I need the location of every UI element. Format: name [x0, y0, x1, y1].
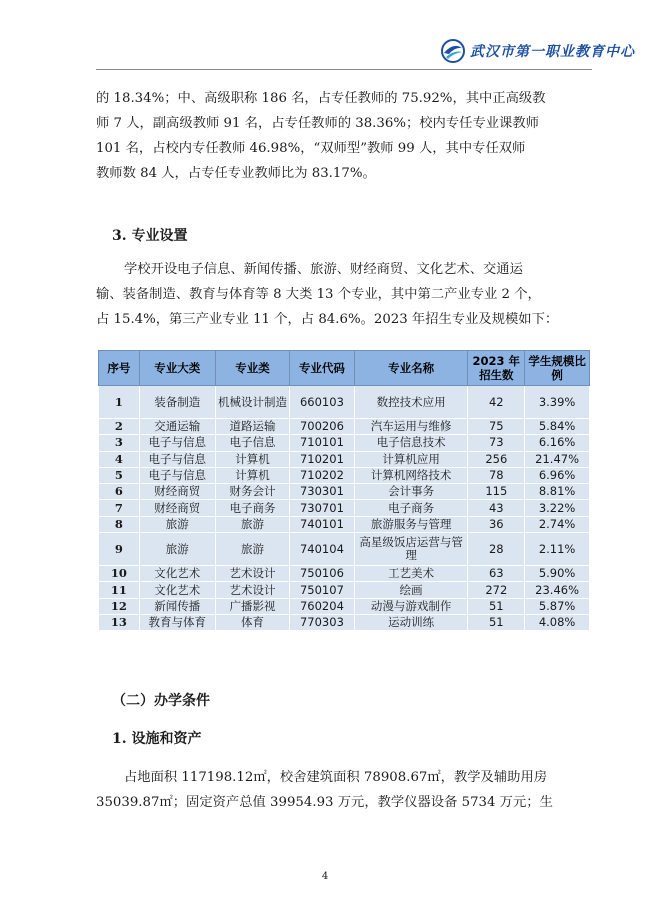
table-row: [99, 614, 590, 630]
table-cell: 2: [99, 419, 140, 435]
table-cell: 电子商务: [354, 500, 468, 516]
table-cell: 730701: [290, 500, 355, 516]
table-cell: 78: [468, 467, 525, 483]
page-header: [0, 0, 650, 80]
table-cell: 6.16%: [525, 435, 590, 451]
col-header: 2023 年招生数: [468, 351, 525, 386]
table-cell: 12: [99, 598, 140, 614]
table-cell: 计算机: [215, 451, 289, 467]
table-cell: 1: [99, 386, 140, 419]
table-cell: 8.81%: [525, 484, 590, 500]
text-line: 占 15.4%，第三产业专业 11 个，占 84.6%。2023 年招生专业及规模如下：: [96, 312, 559, 327]
table-cell: 740104: [290, 533, 355, 566]
table-cell: 财务会计: [215, 484, 289, 500]
table-cell: 51: [468, 598, 525, 614]
table-cell: 2.74%: [525, 516, 590, 532]
table-cell: 272: [468, 582, 525, 598]
school-emblem-icon: [440, 38, 466, 64]
table-cell: 电子与信息: [139, 451, 215, 467]
table-cell: 51: [468, 614, 525, 630]
table-cell: 3: [99, 435, 140, 451]
table-cell: 机械设计制造: [215, 386, 289, 419]
table-cell: 21.47%: [525, 451, 590, 467]
table-cell: 旅游: [139, 533, 215, 566]
table-row: [99, 451, 590, 467]
table-cell: 教育与体育: [139, 614, 215, 630]
table-cell: 4: [99, 451, 140, 467]
table-cell: 7: [99, 500, 140, 516]
table-cell: 36: [468, 516, 525, 532]
table-cell: 10: [99, 566, 140, 582]
table-cell: 28: [468, 533, 525, 566]
table-cell: 11: [99, 582, 140, 598]
col-header: 专业大类: [139, 351, 215, 386]
table-cell: 750106: [290, 566, 355, 582]
table-cell: 73: [468, 435, 525, 451]
table-cell: 运动训练: [354, 614, 468, 630]
table-cell: 电子与信息: [139, 467, 215, 483]
table-cell: 电子商务: [215, 500, 289, 516]
table-cell: 财经商贸: [139, 500, 215, 516]
table-cell: 63: [468, 566, 525, 582]
table-cell: 汽车运用与维修: [354, 419, 468, 435]
table-cell: 710101: [290, 435, 355, 451]
table-cell: 2.11%: [525, 533, 590, 566]
table-cell: 4.08%: [525, 614, 590, 630]
table-cell: 动漫与游戏制作: [354, 598, 468, 614]
table-row: [99, 598, 590, 614]
col-header: 专业代码: [290, 351, 355, 386]
table-cell: 道路运输: [215, 419, 289, 435]
table-cell: 计算机网络技术: [354, 467, 468, 483]
table-row: [99, 484, 590, 500]
header-rule: [96, 69, 592, 70]
table-cell: 42: [468, 386, 525, 419]
table-cell: 730301: [290, 484, 355, 500]
table-cell: 旅游: [139, 516, 215, 532]
table-cell: 23.46%: [525, 582, 590, 598]
col-header: 序号: [99, 351, 140, 386]
majors-table: [98, 350, 590, 631]
table-cell: 旅游: [215, 516, 289, 532]
table-cell: 旅游: [215, 533, 289, 566]
table-cell: 5: [99, 467, 140, 483]
table-cell: 计算机: [215, 467, 289, 483]
table-cell: 710201: [290, 451, 355, 467]
table-cell: 740101: [290, 516, 355, 532]
col-header: 专业类: [215, 351, 289, 386]
table-cell: 3.39%: [525, 386, 590, 419]
table-row: [99, 419, 590, 435]
text-line: 学校开设电子信息、新闻传播、旅游、财经商贸、文化艺术、交通运: [124, 262, 523, 277]
table-row: [99, 566, 590, 582]
text-line: 输、装备制造、教育与体育等 8 大类 13 个专业，其中第二产业专业 2 个，: [96, 287, 541, 302]
table-cell: 6: [99, 484, 140, 500]
table-cell: 文化艺术: [139, 582, 215, 598]
table-cell: 5.87%: [525, 598, 590, 614]
table-cell: 数控技术应用: [354, 386, 468, 419]
table-cell: 256: [468, 451, 525, 467]
table-cell: 710202: [290, 467, 355, 483]
table-cell: 高星级饭店运营与管理: [354, 533, 468, 566]
table-row: [99, 533, 590, 566]
table-row: [99, 500, 590, 516]
table-cell: 760204: [290, 598, 355, 614]
paragraph-facilities: [96, 765, 592, 815]
table-cell: 工艺美术: [354, 566, 468, 582]
table-cell: 广播影视: [215, 598, 289, 614]
table-cell: 115: [468, 484, 525, 500]
table-row: [99, 435, 590, 451]
table-cell: 艺术设计: [215, 566, 289, 582]
table-cell: 电子与信息: [139, 435, 215, 451]
subsection-heading-facilities: 1. 设施和资产: [112, 731, 202, 747]
col-header: 学生规模比例: [525, 351, 590, 386]
section-heading-majors: 3. 专业设置: [112, 228, 188, 244]
table-cell: 5.84%: [525, 419, 590, 435]
table-cell: 电子信息技术: [354, 435, 468, 451]
table-cell: 计算机应用: [354, 451, 468, 467]
table-cell: 艺术设计: [215, 582, 289, 598]
page-number: 4: [321, 871, 329, 882]
table-cell: 文化艺术: [139, 566, 215, 582]
table-cell: 8: [99, 516, 140, 532]
table-cell: 会计事务: [354, 484, 468, 500]
table-cell: 75: [468, 419, 525, 435]
table-cell: 6.96%: [525, 467, 590, 483]
table-cell: 750107: [290, 582, 355, 598]
org-name: 武汉市第一职业教育中心: [470, 44, 635, 60]
table-row: [99, 582, 590, 598]
table-cell: 旅游服务与管理: [354, 516, 468, 532]
table-cell: 770303: [290, 614, 355, 630]
table-cell: 财经商贸: [139, 484, 215, 500]
table-cell: 装备制造: [139, 386, 215, 419]
table-cell: 电子信息: [215, 435, 289, 451]
table-cell: 交通运输: [139, 419, 215, 435]
text-line: 的 18.34%；中、高级职称 186 名，占专任教师的 75.92%，其中正高级教: [96, 91, 546, 106]
text-line: 占地面积 117198.12㎡，校舍建筑面积 78908.67㎡，教学及辅助用房: [124, 770, 548, 785]
header-logo: [440, 38, 635, 64]
table-cell: 43: [468, 500, 525, 516]
table-row: [99, 467, 590, 483]
text-line: 101 名，占校内专任教师 46.98%，“双师型”教师 99 人，其中专任双师: [96, 141, 526, 156]
col-header: 专业名称: [354, 351, 468, 386]
paragraph-majors: [96, 257, 592, 332]
table-cell: 700206: [290, 419, 355, 435]
paragraph-teachers: [96, 86, 592, 186]
section-heading-conditions: （二）办学条件: [112, 693, 210, 709]
table-cell: 体育: [215, 614, 289, 630]
table-row: [99, 386, 590, 419]
table-header-row: [99, 351, 590, 386]
text-line: 师 7 人，副高级教师 91 名，占专任教师的 38.36%；校内专任专业课教师: [96, 116, 539, 131]
table-cell: 13: [99, 614, 140, 630]
table-cell: 3.22%: [525, 500, 590, 516]
table-cell: 5.90%: [525, 566, 590, 582]
text-line: 教师数 84 人，占专任专业教师比为 83.17%。: [96, 166, 376, 181]
table-cell: 9: [99, 533, 140, 566]
table-cell: 新闻传播: [139, 598, 215, 614]
table-row: [99, 516, 590, 532]
table-cell: 660103: [290, 386, 355, 419]
text-line: 35039.87㎡；固定资产总值 39954.93 万元，教学仪器设备 5734 万元；生: [96, 795, 553, 810]
table-cell: 绘画: [354, 582, 468, 598]
